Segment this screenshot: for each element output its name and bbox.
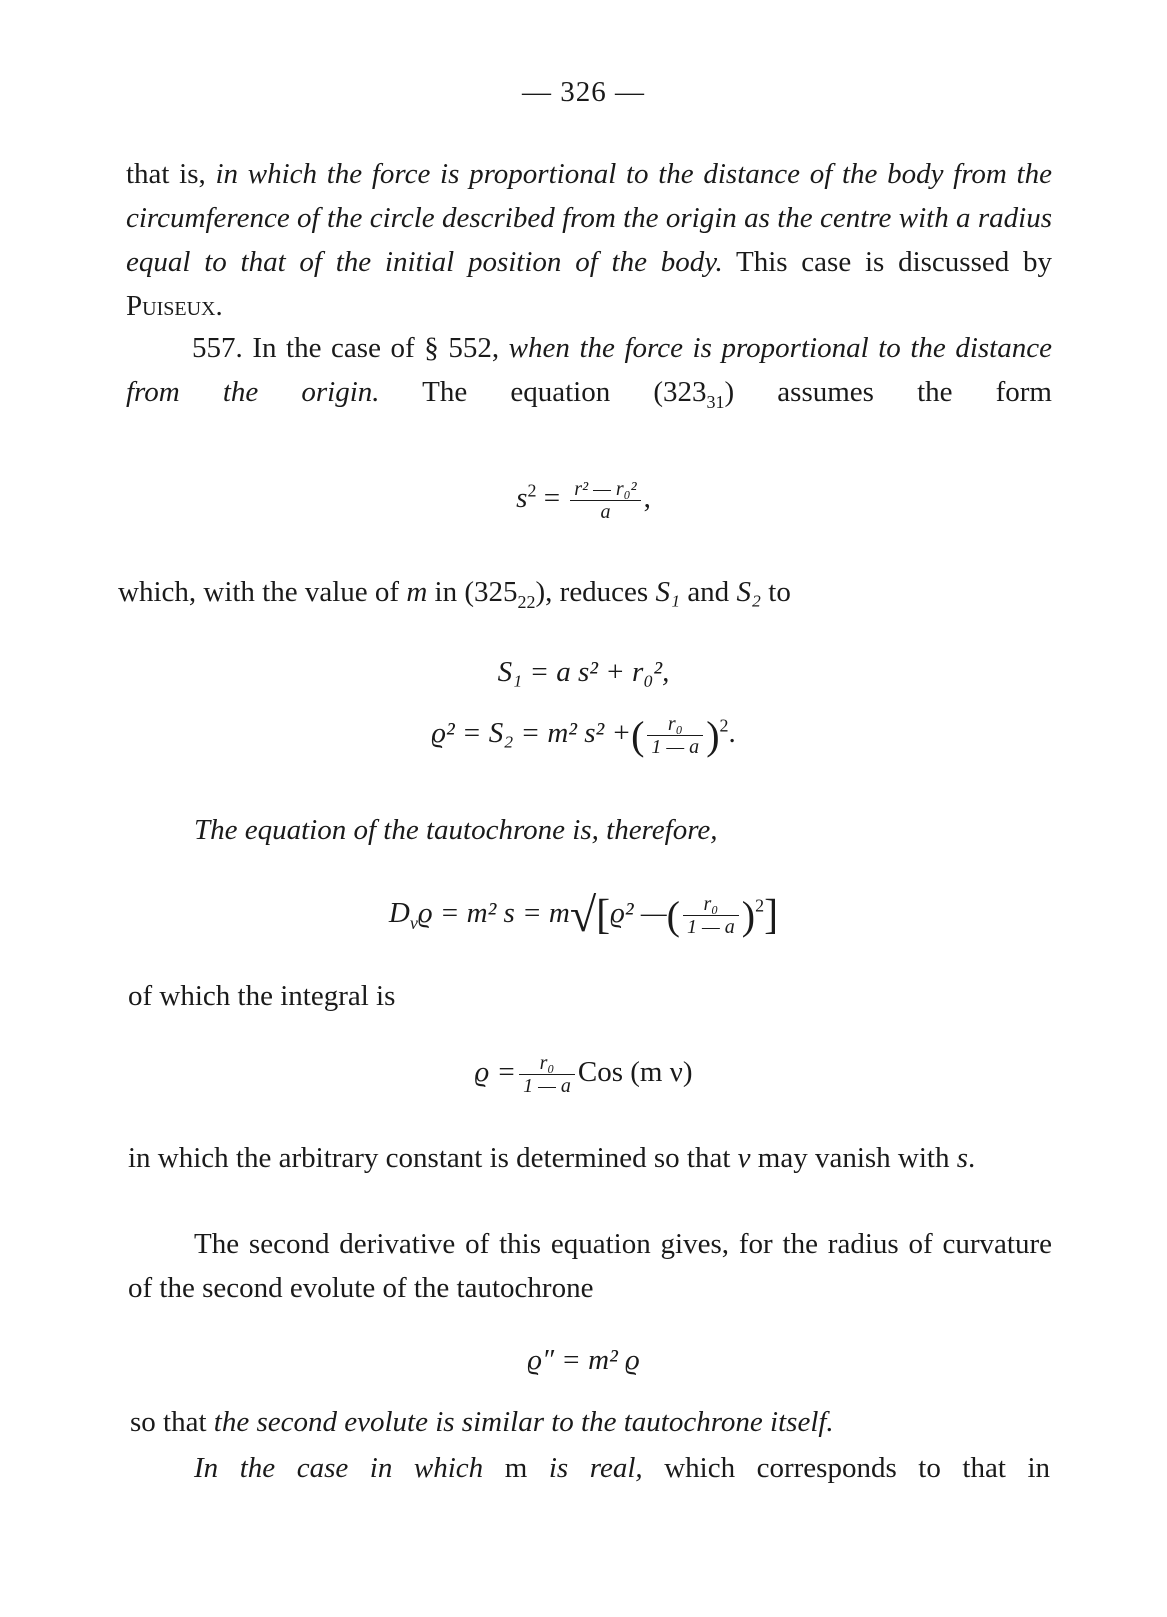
paragraph-integral: of which the integral is xyxy=(128,980,396,1012)
paragraph-similar: so that the second evolute is similar to the tautochrone itself. xyxy=(130,1406,834,1438)
equation-derivative: $D_\nu ϱ = m^2$ s = m√[ϱ² —( $\frac{\text{r₀}}{1 — a}$ )$^2$] xyxy=(388,889,779,942)
section-number: 557. xyxy=(192,332,243,364)
equation-rho-squared: ϱ² = S₂ = m² s² +( $\frac{\text{r₀}}{1 — a}$ )$^2$. xyxy=(431,713,736,758)
paragraph-tautochrone: The equation of the tautochrone is, therefore, xyxy=(194,814,718,846)
paragraph-reduces: which, with the value of m in $(325_{22})$, reduces S₁ and S₂ to xyxy=(118,576,791,612)
equation-second-evolute: ϱ″ = m² ϱ xyxy=(527,1344,640,1376)
page-number: — 326 — xyxy=(522,76,645,108)
author-name: Puiseux xyxy=(126,290,216,322)
paragraph-constant: in which the arbitrary constant is determined so that ν may vanish with s. xyxy=(128,1142,976,1174)
paragraph-1: that is, in which the force is proportional to the distance of the body from the circumference of the circle described from the origin as the centre with a radius equal to that of the initial position of the body. This case is discussed by Puiseux. xyxy=(126,158,1052,322)
equation-integral: ϱ = $\frac{\text{r₀}}{1 — a}$ Cos (m ν) xyxy=(474,1052,693,1097)
paragraph-second-derivative: The second derivative of this equation gives, for the radius of curvature of the second evolute of the tautochrone xyxy=(128,1228,1052,1304)
paragraph-557: 557. In the case of § 552, when the force is proportional to the distance from the origin. The equation $(323_{31})$ assumes the form xyxy=(126,332,1052,412)
equation-s-squared: $s^2$ = $\frac{\text{r² — r₀²}}{a}$ , xyxy=(516,478,651,523)
paragraph-real-case: In the case in which m is real, which corresponds to that in xyxy=(194,1452,1051,1484)
equation-s1: S₁ = a s² + r₀², xyxy=(497,656,670,688)
